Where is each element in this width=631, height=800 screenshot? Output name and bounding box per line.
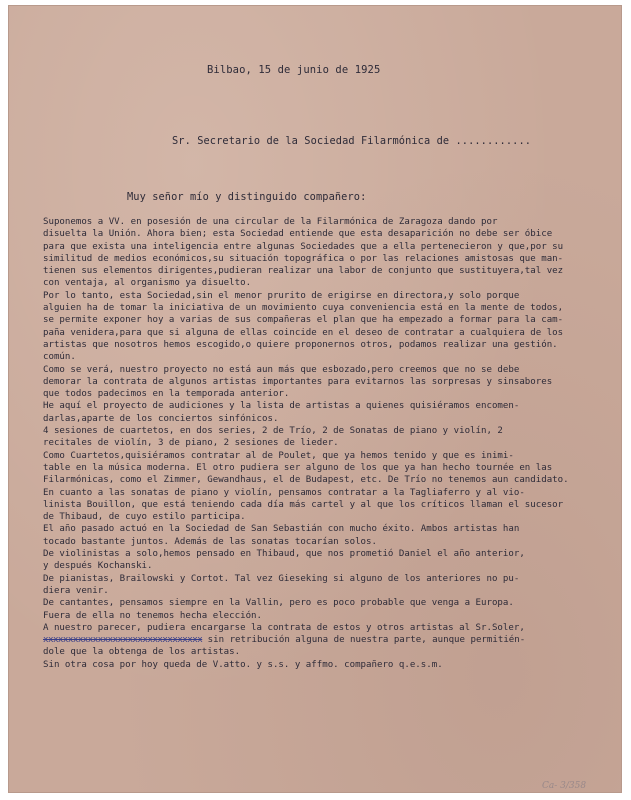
body-line: de Thibaud, de cuyo estilo participa. [43, 512, 246, 523]
body-line: diera venir. [43, 585, 109, 596]
body-line: Sin otra cosa por hoy queda de V.atto. y s.s. y affmo. compañero q.e.s.m. [43, 659, 443, 670]
body-line: se permite exponer hoy a varias de sus compañeras el plan que ha empezado a formar para la cam- [43, 315, 564, 326]
body-line: paña venidera,para que si alguna de ellas coincide en el deseo de contratar a cualquiera de los [43, 327, 564, 338]
body-line: Suponemos a VV. en posesión de una circular de la Filarmónica de Zaragoza dando por [43, 217, 498, 227]
struck-out-text: xxxxxxxxxxxxxxxxxxxxxxxxxxxxxxxx [43, 635, 203, 646]
body-line: similitud de medios económicos,su situación topográfica o por las relaciones amistosas que man- [43, 253, 564, 264]
letter-sheet [9, 6, 621, 792]
body-line: De pianistas, Brailowski y Cortot. Tal vez Gieseking si alguno de los anteriores no pu- [43, 573, 520, 584]
body-line: para que exista una inteligencia entre algunas Sociedades que a ella pertenecieron y que,por su [43, 241, 564, 252]
body-line: con ventaja, al organismo ya disuelto. [43, 278, 252, 289]
body-line: De cantantes, pensamos siempre en la Vallin, pero es poco probable que venga a Europa. [43, 598, 514, 609]
body-line: Como se verá, nuestro proyecto no está aun más que esbozado,pero creemos que no se debe [43, 364, 520, 375]
body-line: alguien ha de tomar la iniciativa de un movimiento cuya conveniencia está en la mente de todos, [43, 303, 564, 314]
body-line: El año pasado actuó en la Sociedad de San Sebastián con mucho éxito. Ambos artistas han [43, 524, 520, 535]
body-line: A nuestro parecer, pudiera encargarse la contrata de estos y otros artistas al Sr.Soler, [43, 622, 525, 633]
body-line: Por lo tanto, esta Sociedad,sin el menor prurito de erigirse en directora,y solo porque [43, 290, 520, 301]
body-line: que todos padecimos en la temporada anterior. [43, 389, 290, 400]
body-line: De violinistas a solo,hemos pensado en Thibaud, que nos prometió Daniel el año anterior, [43, 549, 525, 560]
body-line: recitales de violín, 3 de piano, 2 sesiones de lieder. [43, 438, 339, 449]
body-line: table en la música moderna. El otro pudiera ser alguno de los que ya han hecho tournée en las [43, 462, 553, 473]
body-line-with-strikeout [43, 634, 623, 646]
body-line: disuelta la Unión. Ahora bien; esta Sociedad entiende que esta desaparición no debe ser óbice [43, 229, 553, 240]
body-line: Fuera de ella no tenemos hecha elección. [43, 610, 262, 621]
salutation: Muy señor mío y distinguido compañero: [127, 191, 367, 203]
body-line: He aquí el proyecto de audiciones y la lista de artistas a quienes quisiéramos encomen- [43, 401, 520, 412]
letter-body [43, 216, 623, 671]
body-line: linista Bouillon, que está teniendo cada día más cartel y al que los críticos llaman el sucesor [43, 499, 564, 510]
body-line: darlas,aparte de los conciertos sinfónicos. [43, 413, 279, 424]
body-line: Como Cuartetos,quisiéramos contratar al de Poulet, que ya hemos tenido y que es inimi- [43, 450, 514, 461]
body-line: y después Kochanski. [43, 561, 153, 572]
recipient-line: Sr. Secretario de la Sociedad Filarmónica de ............ [172, 135, 532, 147]
body-line: artistas que nosotros hemos escogido,o quiere proponernos otros, podamos realizar una gestión. [43, 339, 558, 350]
body-line: común. [43, 352, 76, 363]
pencil-archive-note: Ca- 3/358 [542, 781, 587, 791]
body-line: Filarmónicas, como el Zimmer, Gewandhaus, el de Budapest, etc. De Trío no tenemos aun candidato. [43, 475, 569, 486]
body-line: En cuanto a las sonatas de piano y violín, pensamos contratar a la Tagliaferro y al vio- [43, 487, 525, 498]
body-line: dole que la obtenga de los artistas. [43, 647, 241, 658]
body-line: tocado bastante juntos. Además de las sonatas tocarían solos. [43, 536, 377, 547]
body-line: 4 sesiones de cuartetos, en dos series, 2 de Trío, 2 de Sonatas de piano y violín, 2 [43, 426, 503, 437]
body-line-rest: sin retribución alguna de nuestra parte, aunque permitién- [202, 635, 526, 646]
letter-date: Bilbao, 15 de junio de 1925 [207, 64, 381, 76]
body-line: demorar la contrata de algunos artistas importantes para evitarnos las sorpresas y sinsabores [43, 376, 553, 387]
body-line: tienen sus elementos dirigentes,pudieran realizar una labor de conjunto que sustituyera,tal vez [43, 266, 564, 277]
